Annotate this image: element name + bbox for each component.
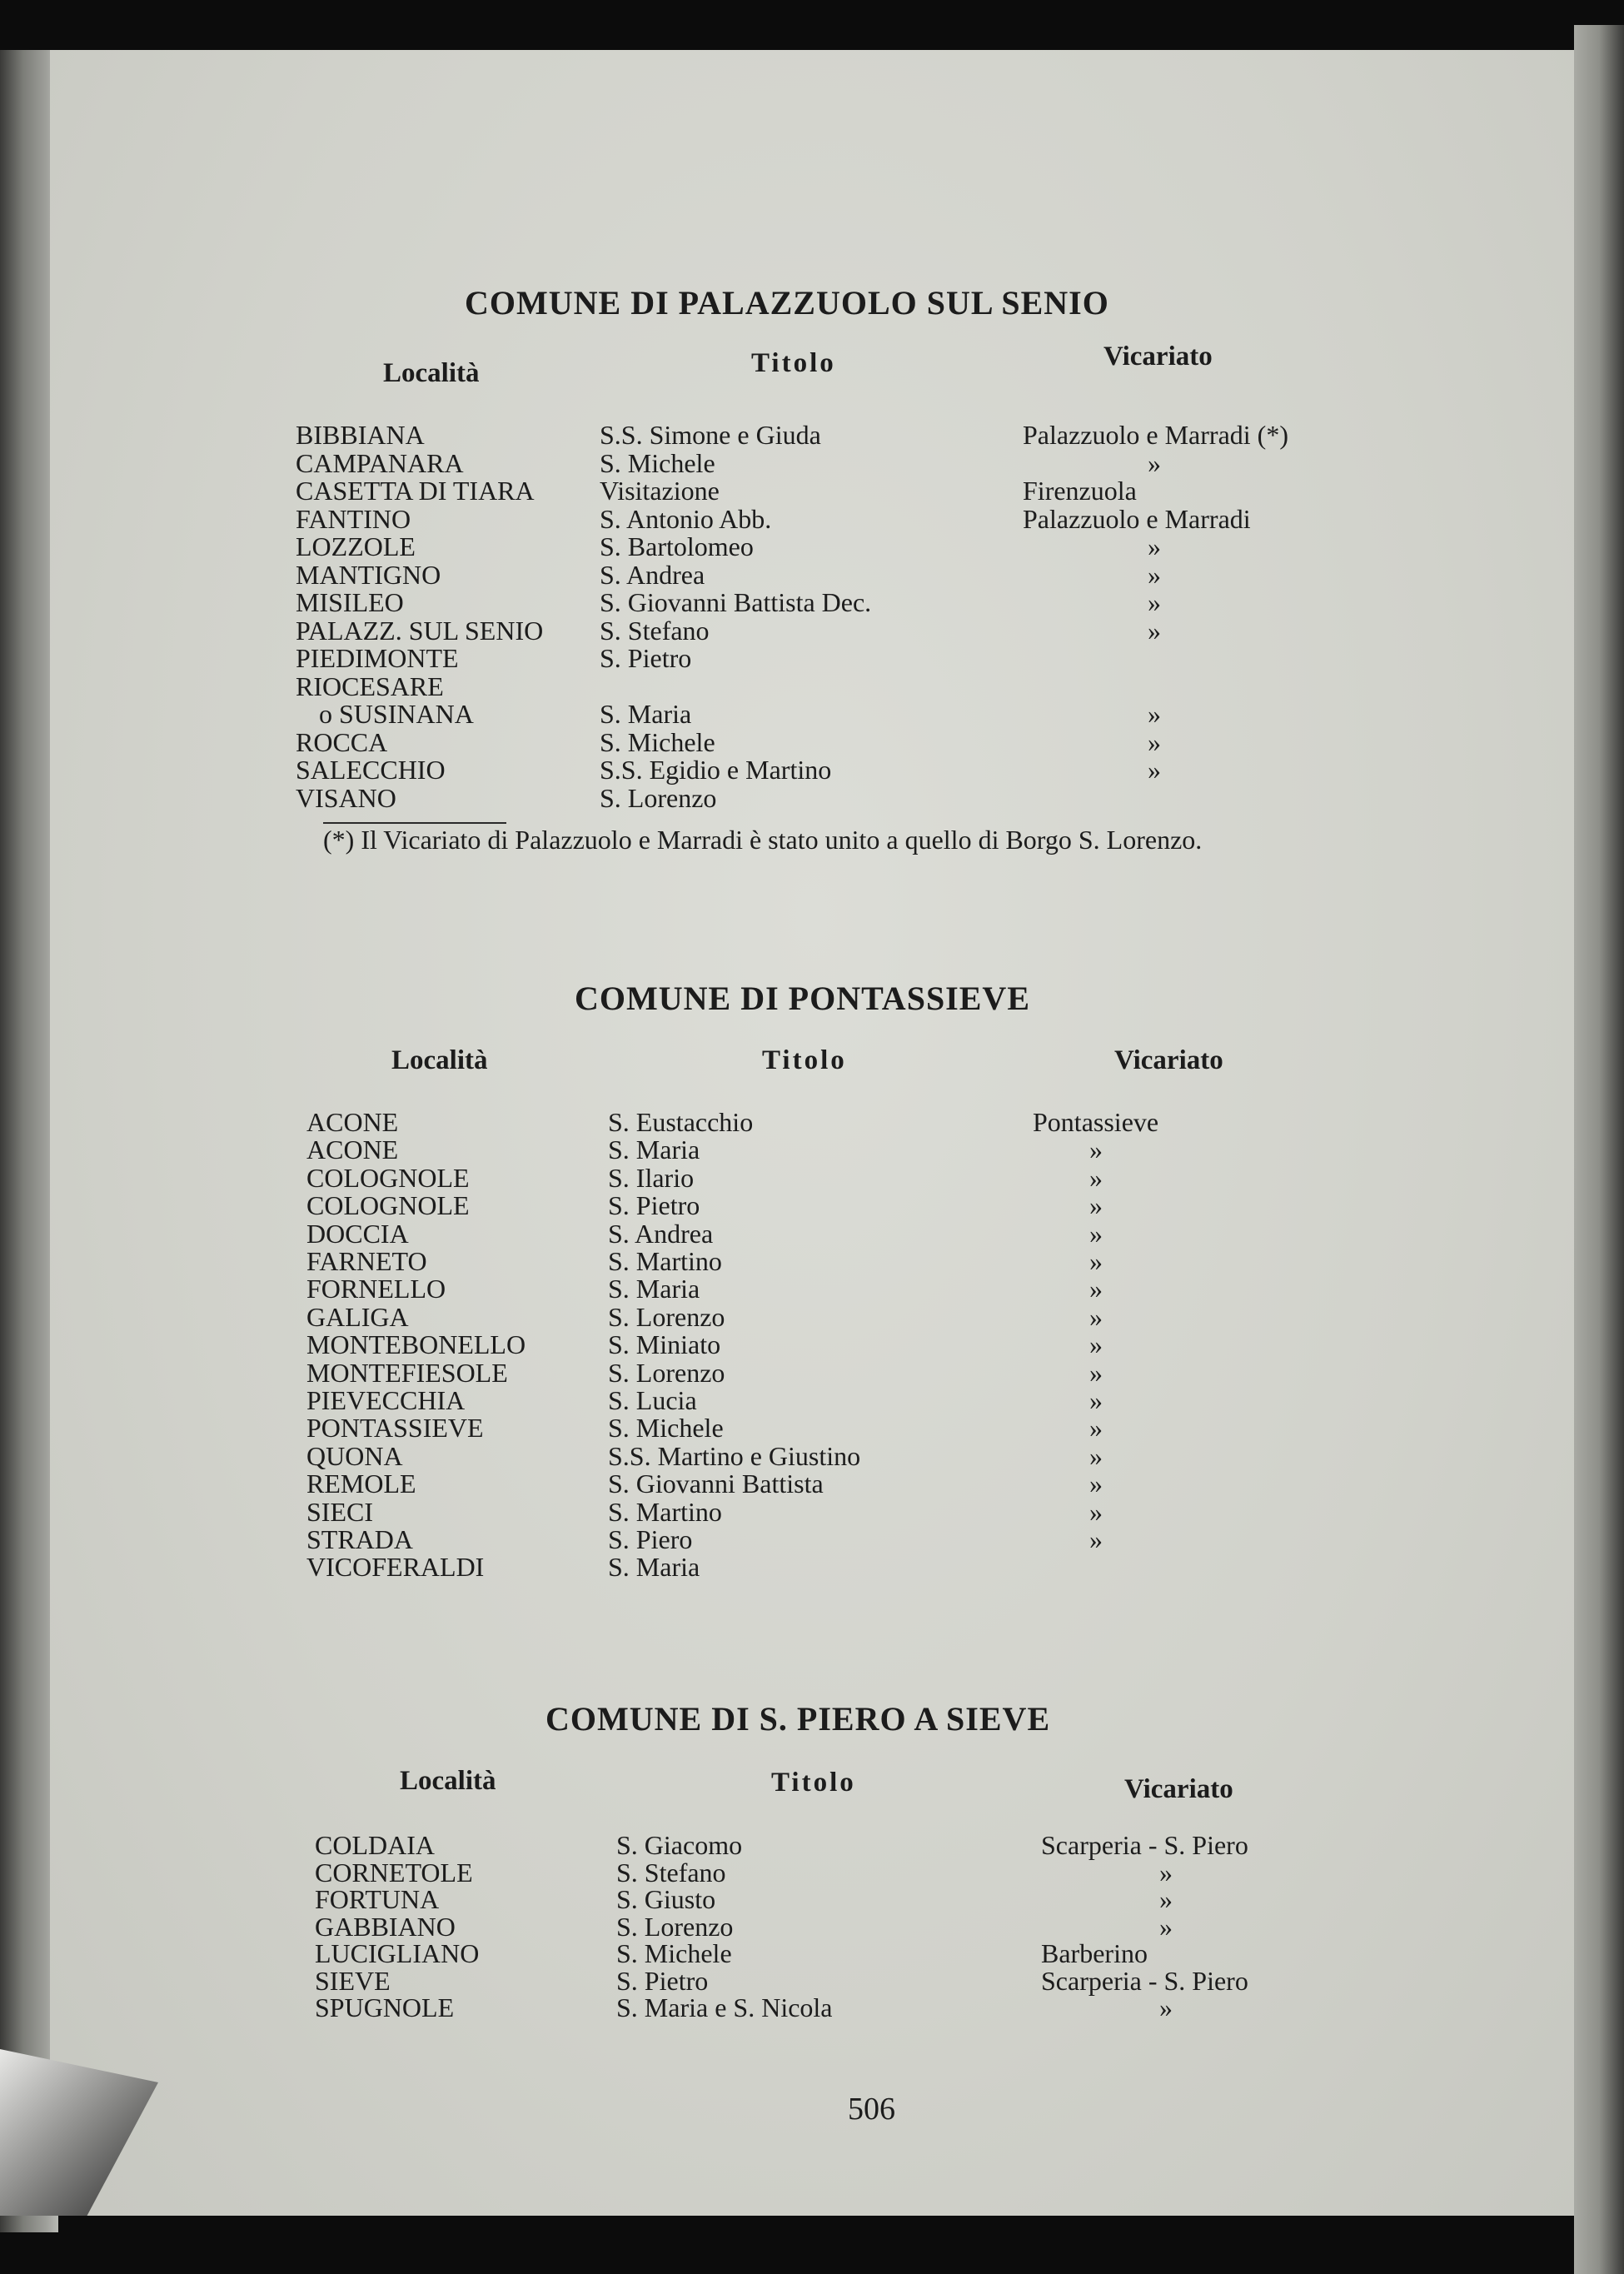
cell-localita: VICOFERALDI (306, 1552, 485, 1583)
cell-vicariato: Barberino (1041, 1938, 1148, 1968)
cell-vicariato: Pontassieve (1033, 1107, 1159, 1137)
table-row (50, 1108, 1574, 1136)
header-vicariato: Vicariato (1114, 1045, 1223, 1075)
cell-localita: BIBBIANA (296, 420, 425, 450)
cell-titolo: S. Pietro (616, 1965, 709, 1996)
cell-titolo: S.S. Egidio e Martino (600, 755, 832, 785)
cell-localita: CASETTA DI TIARA (296, 476, 535, 506)
cell-titolo: S. Giovanni Battista (608, 1469, 824, 1499)
cell-titolo: S. Maria e S. Nicola (616, 1992, 833, 2022)
cell-vicariato: » (1089, 1246, 1103, 1276)
cell-localita: GABBIANO (315, 1911, 456, 1942)
table-row (50, 1498, 1574, 1526)
cell-vicariato: » (1089, 1190, 1103, 1221)
cell-vicariato: Palazzuolo e Marradi (1023, 503, 1251, 534)
cell-localita: COLOGNOLE (306, 1190, 470, 1221)
cell-localita: FORNELLO (306, 1274, 446, 1304)
cell-vicariato: Palazzuolo e Marradi (*) (1023, 420, 1288, 450)
table-row (50, 449, 1574, 477)
table-row (50, 728, 1574, 756)
cell-vicariato: » (1148, 726, 1161, 757)
cell-localita: FORTUNA (315, 1884, 440, 1914)
cell-localita: CORNETOLE (315, 1857, 473, 1888)
cell-vicariato: » (1159, 1857, 1173, 1888)
header-localita: Località (400, 1766, 496, 1796)
cell-titolo: S. Michele (600, 726, 715, 757)
header-titolo: Titolo (751, 348, 836, 378)
cell-localita: SIEVE (315, 1965, 391, 1996)
cell-vicariato: » (1089, 1496, 1103, 1527)
table-row (50, 1414, 1574, 1442)
cell-localita: ACONE (306, 1107, 399, 1137)
cell-titolo: S. Andrea (600, 559, 705, 590)
cell-titolo: S.S. Simone e Giuda (600, 420, 821, 450)
table-row (50, 1912, 1574, 1941)
cell-localita: CAMPANARA (296, 447, 464, 478)
table-row (50, 1330, 1574, 1359)
table-row (50, 1303, 1574, 1331)
table-row (50, 561, 1574, 589)
cell-vicariato: » (1089, 1162, 1103, 1193)
cell-titolo: Visitazione (600, 476, 720, 506)
cell-titolo: S. Martino (608, 1246, 722, 1276)
footnote-divider (323, 822, 506, 824)
footnote: (*) Il Vicariato di Palazzuolo e Marradi è stato unito a quello di Borgo S. Lorenzo. (323, 825, 1203, 855)
cell-titolo: S.S. Martino e Giustino (608, 1440, 861, 1471)
cell-localita: LUCIGLIANO (315, 1938, 480, 1968)
cell-vicariato: » (1089, 1301, 1103, 1332)
cell-titolo: S. Stefano (600, 615, 710, 646)
cell-titolo: S. Bartolomeo (600, 531, 754, 561)
section-title: COMUNE DI PALAZZUOLO SUL SENIO (465, 284, 1109, 322)
cell-localita: MISILEO (296, 587, 404, 617)
table-row (50, 1219, 1574, 1248)
cell-titolo: S. Maria (600, 699, 692, 729)
cell-vicariato: » (1148, 699, 1161, 729)
cell-titolo: S. Pietro (608, 1190, 700, 1221)
cell-vicariato: » (1148, 755, 1161, 785)
cell-titolo: S. Pietro (600, 643, 692, 673)
table-row (50, 644, 1574, 672)
header-titolo: Titolo (771, 1768, 856, 1798)
cell-vicariato: Scarperia - S. Piero (1041, 1965, 1248, 1996)
cell-titolo: S. Michele (616, 1938, 732, 1968)
table-row (50, 1993, 1574, 2022)
table-row (50, 588, 1574, 616)
cell-vicariato: » (1089, 1218, 1103, 1249)
cell-localita: ROCCA (296, 726, 388, 757)
cell-localita: MONTEBONELLO (306, 1329, 526, 1360)
cell-vicariato: » (1148, 587, 1161, 617)
table-row (50, 532, 1574, 561)
table-row (50, 1858, 1574, 1887)
cell-localita: ACONE (306, 1135, 399, 1165)
table-row (50, 1359, 1574, 1387)
cell-localita: VISANO (296, 782, 396, 813)
cell-titolo: S. Michele (608, 1413, 724, 1444)
cell-titolo: S. Andrea (608, 1218, 714, 1249)
cell-vicariato: » (1089, 1329, 1103, 1360)
cell-titolo: S. Lorenzo (600, 782, 717, 813)
table-row (50, 1247, 1574, 1275)
cell-vicariato: » (1089, 1385, 1103, 1415)
table-row (50, 476, 1574, 505)
cell-vicariato: » (1089, 1469, 1103, 1499)
header-vicariato: Vicariato (1103, 342, 1213, 372)
page-right-edge (1574, 25, 1624, 2274)
header-vicariato: Vicariato (1124, 1774, 1233, 1804)
table-row (50, 700, 1574, 728)
cell-localita: LOZZOLE (296, 531, 416, 561)
cell-vicariato: Firenzuola (1023, 476, 1137, 506)
table-row (50, 1386, 1574, 1414)
table-row (50, 1939, 1574, 1967)
header-titolo: Titolo (762, 1045, 847, 1075)
cell-titolo: S. Maria (608, 1274, 700, 1304)
cell-vicariato: » (1089, 1274, 1103, 1304)
table-row (50, 505, 1574, 533)
table-row (50, 1525, 1574, 1553)
cell-titolo: S. Giacomo (616, 1830, 743, 1860)
cell-titolo: S. Stefano (616, 1857, 726, 1888)
table-row (50, 1469, 1574, 1498)
cell-titolo: S. Miniato (608, 1329, 721, 1360)
cell-localita: REMOLE (306, 1469, 416, 1499)
cell-localita: SALECCHIO (296, 755, 446, 785)
table-row (50, 1967, 1574, 1995)
cell-localita: COLDAIA (315, 1830, 435, 1860)
cell-localita: SIECI (306, 1496, 373, 1527)
table-row (50, 1442, 1574, 1470)
cell-titolo: S. Eustacchio (608, 1107, 754, 1137)
section-title: COMUNE DI PONTASSIEVE (575, 980, 1030, 1017)
section-title: COMUNE DI S. PIERO A SIEVE (545, 1700, 1051, 1738)
cell-titolo: S. Giusto (616, 1884, 716, 1914)
cell-titolo: S. Maria (608, 1135, 700, 1165)
cell-localita: o SUSINANA (319, 699, 474, 729)
table-row (50, 1274, 1574, 1303)
cell-localita: FANTINO (296, 503, 411, 534)
cell-titolo: S. Antonio Abb. (600, 503, 772, 534)
table-row (50, 1831, 1574, 1859)
cell-localita: STRADA (306, 1524, 414, 1554)
page-number: 506 (848, 2092, 895, 2127)
cell-titolo: S. Ilario (608, 1162, 695, 1193)
header-localita: Località (383, 358, 480, 388)
cell-titolo: S. Martino (608, 1496, 722, 1527)
cell-localita: PIEVECCHIA (306, 1385, 466, 1415)
cell-localita: PALAZZ. SUL SENIO (296, 615, 544, 646)
cell-titolo: S. Lorenzo (608, 1357, 725, 1388)
cell-titolo: S. Lorenzo (616, 1911, 734, 1942)
cell-localita: COLOGNOLE (306, 1162, 470, 1193)
header-localita: Località (391, 1045, 488, 1075)
cell-vicariato: Scarperia - S. Piero (1041, 1830, 1248, 1860)
cell-localita: QUONA (306, 1440, 403, 1471)
cell-localita: DOCCIA (306, 1218, 409, 1249)
cell-localita: FARNETO (306, 1246, 427, 1276)
cell-vicariato: » (1089, 1135, 1103, 1165)
document-page (50, 50, 1574, 2216)
cell-vicariato: » (1089, 1524, 1103, 1554)
cell-vicariato: » (1148, 531, 1161, 561)
cell-localita: PIEDIMONTE (296, 643, 459, 673)
cell-titolo: S. Michele (600, 447, 715, 478)
cell-localita: GALIGA (306, 1301, 409, 1332)
cell-localita: RIOCESARE (296, 671, 444, 701)
table-row (50, 1135, 1574, 1164)
table-row (50, 1164, 1574, 1192)
cell-titolo: S. Maria (608, 1552, 700, 1583)
cell-vicariato: » (1148, 615, 1161, 646)
table-row (50, 756, 1574, 784)
cell-titolo: S. Lucia (608, 1385, 697, 1415)
cell-titolo: S. Lorenzo (608, 1301, 725, 1332)
cell-vicariato: » (1159, 1992, 1173, 2022)
cell-vicariato: » (1159, 1884, 1173, 1914)
cell-localita: SPUGNOLE (315, 1992, 455, 2022)
table-row (50, 1191, 1574, 1219)
cell-titolo: S. Giovanni Battista Dec. (600, 587, 872, 617)
cell-vicariato: » (1089, 1413, 1103, 1444)
cell-localita: MONTEFIESOLE (306, 1357, 508, 1388)
table-row (50, 672, 1574, 701)
table-row (50, 616, 1574, 645)
cell-localita: MANTIGNO (296, 559, 441, 590)
table-row (50, 784, 1574, 812)
cell-localita: PONTASSIEVE (306, 1413, 484, 1444)
table-row (50, 1885, 1574, 1913)
table-row (50, 1553, 1574, 1581)
cell-titolo: S. Piero (608, 1524, 693, 1554)
cell-vicariato: » (1089, 1440, 1103, 1471)
cell-vicariato: » (1089, 1357, 1103, 1388)
cell-vicariato: » (1159, 1911, 1173, 1942)
cell-vicariato: » (1148, 559, 1161, 590)
table-row (50, 421, 1574, 449)
cell-vicariato: » (1148, 447, 1161, 478)
